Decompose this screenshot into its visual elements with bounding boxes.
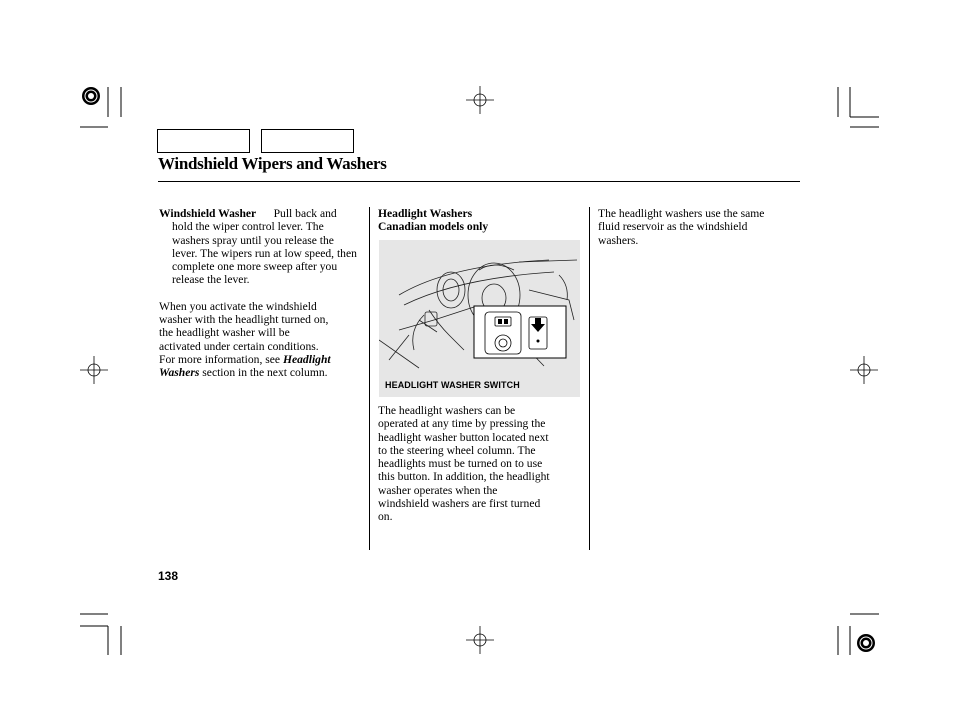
note-ref-suffix: section in the next column. [202,366,328,380]
body-line: to the steering wheel column. The [378,443,536,457]
body-line: The headlight washers use the same [598,207,765,220]
headlight-washers-heading: Headlight Washers [378,207,473,220]
body-line: on. [378,510,393,524]
registration-sunburst-bottom-right [857,634,875,652]
windshield-washer-text: Pull back and hold the wiper control lever. The washers spray until you release the lever. The wipers run at low speed, then complete one more sweep after you release the lever. [172,207,357,287]
note-line: activated under certain conditions. [159,339,319,353]
headlight-washer-switch-inset [474,306,566,358]
column-1 [159,207,359,380]
windshield-washer-section [159,207,359,287]
body-line: headlights must be turned on to use [378,457,543,471]
body-line: The headlight washers can be [378,404,516,417]
column-3 [598,207,803,247]
windshield-washer-heading: Windshield Washer [159,207,257,220]
page-number: 138 [158,569,179,583]
nav-tab-contents[interactable] [157,129,250,153]
headlight-washer-figure [379,240,580,397]
nav-tab-index[interactable] [261,129,354,153]
title-rule [158,181,800,182]
body-line: fluid reservoir as the windshield [598,220,748,234]
body-line: washers. [598,233,639,247]
note-ref-prefix: For more information, see [159,352,281,366]
registration-sunburst-top-left [82,87,100,105]
note-line: washer with the headlight turned on, [159,313,329,327]
page-title: Windshield Wipers and Washers [158,154,387,173]
column-2 [378,207,583,234]
note-line: the headlight washer will be [159,326,290,340]
canadian-models-subheading: Canadian models only [378,220,489,234]
headlight-washers-link-cont[interactable]: Washers [159,366,200,380]
body-line: washer operates when the [378,483,498,497]
column-divider-2 [589,207,590,550]
column-2-body [378,404,583,524]
figure-caption: HEADLIGHT WASHER SWITCH [385,380,520,390]
headlight-washers-link[interactable]: Headlight [282,352,331,366]
body-line: this button. In addition, the headlight [378,470,550,484]
dashboard-illustration [379,240,580,397]
body-line: windshield washers are first turned [378,497,541,511]
column-divider-1 [369,207,370,550]
note-line: When you activate the windshield [159,299,317,313]
body-line: headlight washer button located next [378,430,549,444]
headlight-note [159,300,359,380]
body-line: operated at any time by pressing the [378,417,546,431]
